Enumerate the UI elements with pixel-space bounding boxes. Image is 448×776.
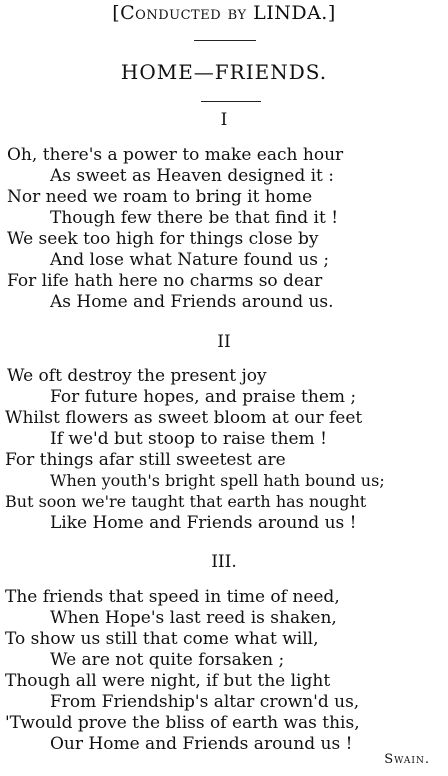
stanza-1-line-5: We seek too high for things close by <box>7 229 319 249</box>
stanza-2-line-4: If we'd but stoop to raise them ! <box>50 429 327 449</box>
author-signature: Swain. <box>384 752 430 767</box>
stanza-2-line-2: For future hopes, and praise them ; <box>50 387 357 407</box>
stanza-2-number: II <box>217 332 231 352</box>
title-divider <box>201 101 261 102</box>
stanza-2-line-3: Whilst flowers as sweet bloom at our feet <box>5 408 363 428</box>
stanza-1-line-4: Though few there be that find it ! <box>50 208 339 228</box>
stanza-1-line-6: And lose what Nature found us ; <box>50 250 330 270</box>
stanza-3-number: III. <box>211 552 237 572</box>
stanza-3-line-5: Though all were night, if but the light <box>5 671 331 691</box>
stanza-3-line-3: To show us still that come what will, <box>5 629 319 649</box>
stanza-3-line-8: Our Home and Friends around us ! <box>50 734 353 754</box>
stanza-3-line-7: 'Twould prove the bliss of earth was this, <box>5 713 360 733</box>
poem-title: HOME—FRIENDS. <box>120 60 328 84</box>
stanza-2-line-8: Like Home and Friends around us ! <box>50 513 357 533</box>
header-divider <box>194 40 256 41</box>
stanza-1-line-3: Nor need we roam to bring it home <box>7 187 313 207</box>
stanza-1-line-7: For life hath here no charms so dear <box>7 271 323 291</box>
stanza-1-line-1: Oh, there's a power to make each hour <box>7 145 344 165</box>
stanza-1-line-8: As Home and Friends around us. <box>50 292 334 312</box>
stanza-3-line-4: We are not quite forsaken ; <box>50 650 285 670</box>
stanza-2-line-6: When youth's bright spell hath bound us; <box>50 471 385 490</box>
conducted-by-line <box>0 2 448 24</box>
stanza-3-line-1: The friends that speed in time of need, <box>5 587 340 607</box>
stanza-2-line-5: For things afar still sweetest are <box>5 450 286 470</box>
stanza-2-line-1: We oft destroy the present joy <box>7 366 267 386</box>
stanza-3-line-2: When Hope's last reed is shaken, <box>50 608 337 628</box>
stanza-1-number: I <box>220 110 228 130</box>
stanza-2-line-7: But soon we're taught that earth has nought <box>5 492 367 511</box>
stanza-1-line-2: As sweet as Heaven designed it : <box>50 166 335 186</box>
stanza-3-line-6: From Friendship's altar crown'd us, <box>50 692 360 712</box>
conductor-name: LINDA.] <box>253 2 336 24</box>
conducted-prefix: [Conducted by <box>112 2 254 24</box>
